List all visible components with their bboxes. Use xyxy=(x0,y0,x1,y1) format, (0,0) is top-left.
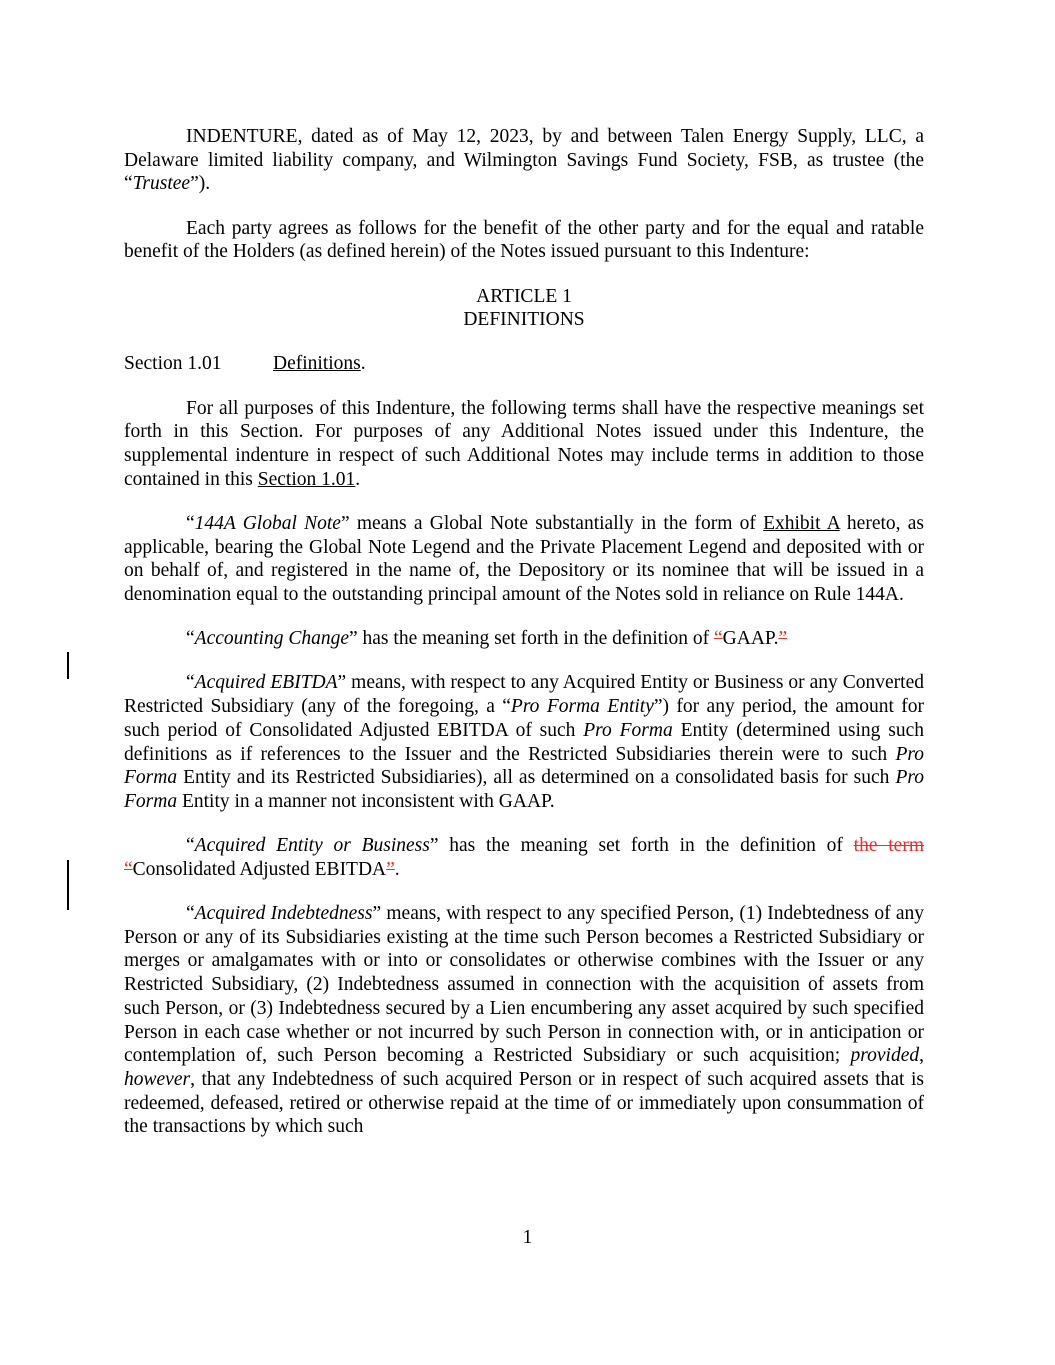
definition-text: Entity and its Restricted Subsidiaries), all as determined on a consolidated basis for such xyxy=(177,767,896,789)
exhibit-a-link[interactable]: Exhibit A xyxy=(763,512,840,534)
deleted-quote: “ xyxy=(714,628,723,650)
intro-text-end: ”). xyxy=(190,173,211,195)
definition-text-end: , that any Indebtedness of such acquired Person or in respect of such acquired assets that is redeemed, defeased, retired or otherwise repaid at the time of or immediately upon consummation of the transactions by which such xyxy=(124,1069,924,1138)
pro-forma-italic: Pro Forma xyxy=(583,719,673,741)
change-bar-accounting-change xyxy=(67,652,69,679)
however-italic: however xyxy=(124,1069,191,1090)
definition-text-end: GAAP. xyxy=(722,628,779,650)
definition-accounting-change xyxy=(124,627,924,651)
pro-forma-italic: Pro Forma xyxy=(124,743,924,789)
open-quote: “ xyxy=(186,835,195,857)
purposes-text: For all purposes of this Indenture, the following terms shall have the respective meanings set forth in this Section. For purposes of any Additional Notes issued under this Indenture, the supplemental indenture in respect of such Additional Notes may include terms in addition to those contained in this xyxy=(124,397,924,490)
purposes-paragraph xyxy=(124,397,924,492)
definition-acquired-indebtedness xyxy=(124,902,924,1139)
definition-acquired-entity-or-business xyxy=(124,834,924,881)
article-title: DEFINITIONS xyxy=(463,309,585,331)
section-title xyxy=(273,352,366,376)
section-title-text: Definitions xyxy=(273,353,361,375)
open-quote: “ xyxy=(186,672,195,694)
article-heading xyxy=(124,285,924,332)
section-reference-link[interactable]: Section 1.01 xyxy=(257,468,356,490)
definition-text: ” means, with respect to any specified Person, (1) Indebtedness of any Person or any of its Subsidiaries existing at the time such Person becomes a Restricted Subsidiary or merges or amalgamates with or into or consolidates or otherwise combines with the Issuer or any Restricted Subsidiary, (2) Indebtedness assumed in connection with the acquisition of assets from such Person, or (3) Indebtedness secured by a Lien encumbering any asset acquired by such specified Person in each case whether or not incurred by such Person in connection with, or in anticipation or contemplation of, such Person becoming a Restricted Subsidiary or such acquisition; xyxy=(124,903,924,1067)
defined-term: Acquired EBITDA xyxy=(194,672,338,694)
intro-paragraph xyxy=(124,125,924,196)
definition-text-end: hereto, as applicable, bearing the Global Note Legend and the Private Placement Legend and deposited with or on behalf of, and registered in the name of, the Depository or its nominee that will be issued in a denomination equal to the outstanding principal amount of the Notes sold in reliance on Rule 144A. xyxy=(124,512,924,606)
deleted-quote: ” xyxy=(386,858,395,880)
definition-text-end: Entity in a manner not inconsistent with GAAP. xyxy=(177,790,555,812)
agreement-paragraph: Each party agrees as follows for the benefit of the other party and for the equal and ratable benefit of the Holders (as defined herein) of the Notes issued pursuant to this Indenture: xyxy=(124,217,924,263)
provided-italic: provided xyxy=(850,1045,920,1067)
definition-text-end: . xyxy=(394,858,400,880)
defined-term: Acquired Indebtedness xyxy=(194,903,373,925)
definition-text: ” has the meaning set forth in the definition of xyxy=(349,628,714,650)
definition-text: Consolidated Adjusted EBITDA xyxy=(132,858,387,880)
pro-forma-italic: Pro Forma xyxy=(124,767,924,812)
definition-text: Entity (determined using such definitions as if references to the Issuer and the Restricted Subsidiaries therein were to such xyxy=(124,719,925,765)
deleted-quote: ” xyxy=(778,628,788,650)
definition-text: ”) for any period, the amount for such period of Consolidated Adjusted EBITDA of such xyxy=(124,696,924,741)
definition-144a-global-note xyxy=(124,512,924,607)
open-quote: “ xyxy=(186,628,195,650)
defined-term: Acquired Entity or Business xyxy=(194,835,430,857)
section-heading xyxy=(124,352,924,376)
pro-forma-entity-term: Pro Forma Entity xyxy=(510,696,654,718)
purposes-text-end: . xyxy=(355,468,361,490)
trustee-term: Trustee xyxy=(132,173,191,195)
definition-text: ” has the meaning set forth in the definition of xyxy=(429,835,854,857)
defined-term: 144A Global Note xyxy=(194,512,341,534)
intro-text: INDENTURE, dated as of May 12, 2023, by and between Talen Energy Supply, LLC, a Delaware limited liability company, and Wilmington Savings Fund Society, FSB, as trustee (the “ xyxy=(124,126,924,195)
change-bar-acquired-entity xyxy=(67,860,69,910)
definition-acquired-ebitda xyxy=(124,671,924,813)
section-number: Section 1.01 xyxy=(124,353,222,375)
page-number: 1 xyxy=(522,1227,533,1248)
definition-text: ” means a Global Note substantially in the form of xyxy=(340,512,764,534)
deleted-quote: “ xyxy=(124,858,133,880)
definition-text: , xyxy=(919,1045,924,1067)
defined-term: Accounting Change xyxy=(194,628,349,650)
document-page xyxy=(124,125,924,1160)
deleted-text: the term xyxy=(853,835,924,857)
article-number: ARTICLE 1 xyxy=(476,285,572,307)
section-title-period: . xyxy=(360,353,366,375)
open-quote: “ xyxy=(186,512,195,534)
open-quote: “ xyxy=(186,903,195,925)
definition-text: ” means, with respect to any Acquired Entity or Business or any Converted Restricted Subsidiary (any of the foregoing, a “ xyxy=(124,672,924,718)
